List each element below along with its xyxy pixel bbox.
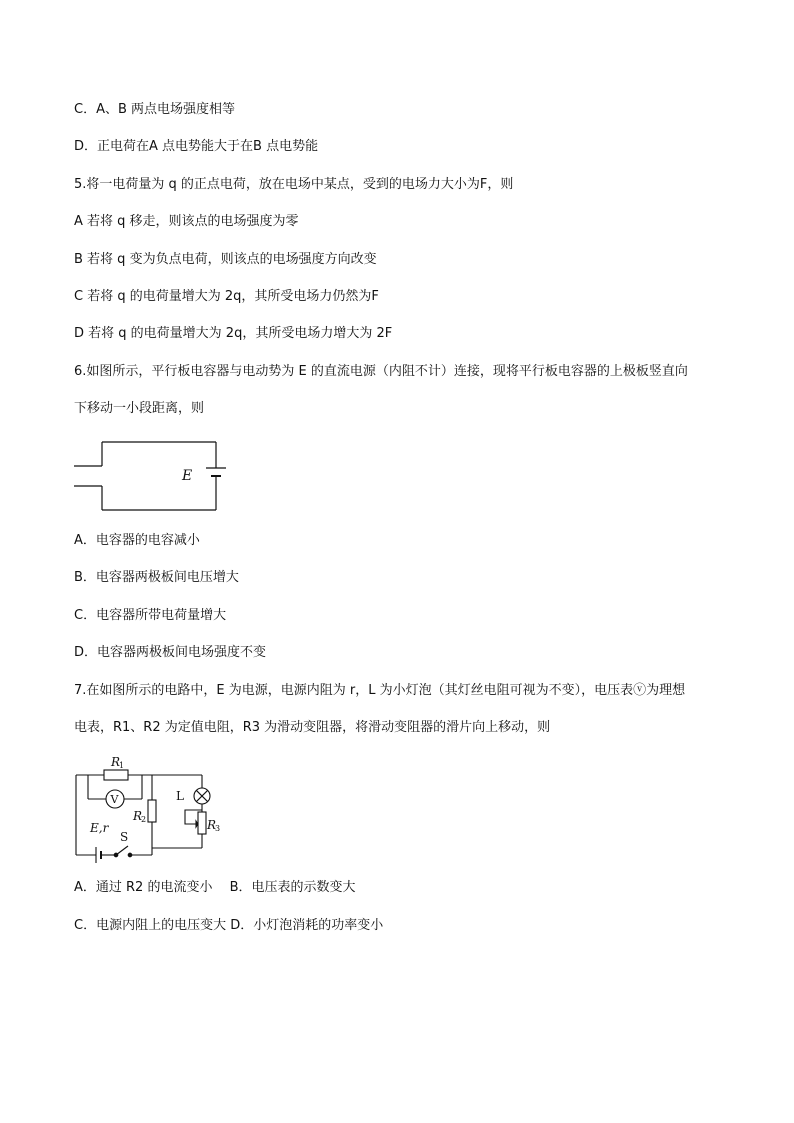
label-r3: R: [207, 818, 217, 832]
q7-options-row1: A．通过 R2 的电流变小 B．电压表的示数变大: [74, 880, 356, 895]
prev-option-c: C．A、B 两点电场强度相等: [74, 102, 236, 117]
resistor-r1: [104, 770, 128, 780]
label-lamp: L: [176, 789, 184, 803]
switch-lever: [116, 846, 128, 855]
q6-label-e: E: [182, 468, 193, 484]
resistor-r2: [148, 800, 156, 822]
q6-stem-line2: 下移动一小段距离，则: [74, 401, 205, 416]
label-r2-sub: 2: [141, 815, 147, 824]
voltmeter-label: V: [110, 793, 119, 806]
rheostat-r3: [198, 812, 206, 834]
q6-option-d: D．电容器两极板间电场强度不变: [74, 645, 267, 660]
label-r3-sub: 3: [215, 824, 221, 833]
q6-stem-line1: 6.如图所示，平行板电容器与电动势为 E 的直流电源（内阻不计）连接，现将平行板电容器的上极板竖直向: [74, 364, 688, 379]
label-switch: S: [120, 830, 129, 844]
q5-option-c: C 若将 q 的电荷量增大为 2q，其所受电场力仍然为F: [74, 289, 379, 304]
q6-capacitor-circuit-figure: [70, 438, 230, 518]
label-r1-sub: 1: [119, 761, 125, 770]
label-r2: R: [133, 809, 143, 823]
q7-options-row2: C．电源内阻上的电压变大 D．小灯泡消耗的功率变小: [74, 918, 384, 933]
q5-option-b: B 若将 q 变为负点电荷，则该点的电场强度方向改变: [74, 252, 377, 267]
label-source: E,r: [90, 821, 109, 835]
q5-option-a: A 若将 q 移走，则该点的电场强度为零: [74, 214, 299, 229]
prev-option-d: D．正电荷在A 点电势能大于在B 点电势能: [74, 139, 319, 154]
q7-stem-line2: 电表，R1、R2 为定值电阻，R3 为滑动变阻器，将滑动变阻器的滑片向上移动，则: [74, 720, 551, 735]
label-r1: R: [111, 755, 121, 769]
q6-option-a: A．电容器的电容减小: [74, 533, 200, 548]
q6-option-c: C．电容器所带电荷量增大: [74, 608, 227, 623]
q5-option-d: D 若将 q 的电荷量增大为 2q，其所受电场力增大为 2F: [74, 326, 393, 341]
q6-option-b: B．电容器两极板间电压增大: [74, 570, 239, 585]
q5-stem: 5.将一电荷量为 q 的正点电荷，放在电场中某点，受到的电场力大小为F，则: [74, 177, 514, 192]
q7-circuit-figure: [70, 752, 230, 864]
q7-stem-line1: 7.在如图所示的电路中，E 为电源，电源内阻为 r，L 为小灯泡（其灯丝电阻可视为不变），电压表ⓥ为理想: [74, 683, 686, 698]
